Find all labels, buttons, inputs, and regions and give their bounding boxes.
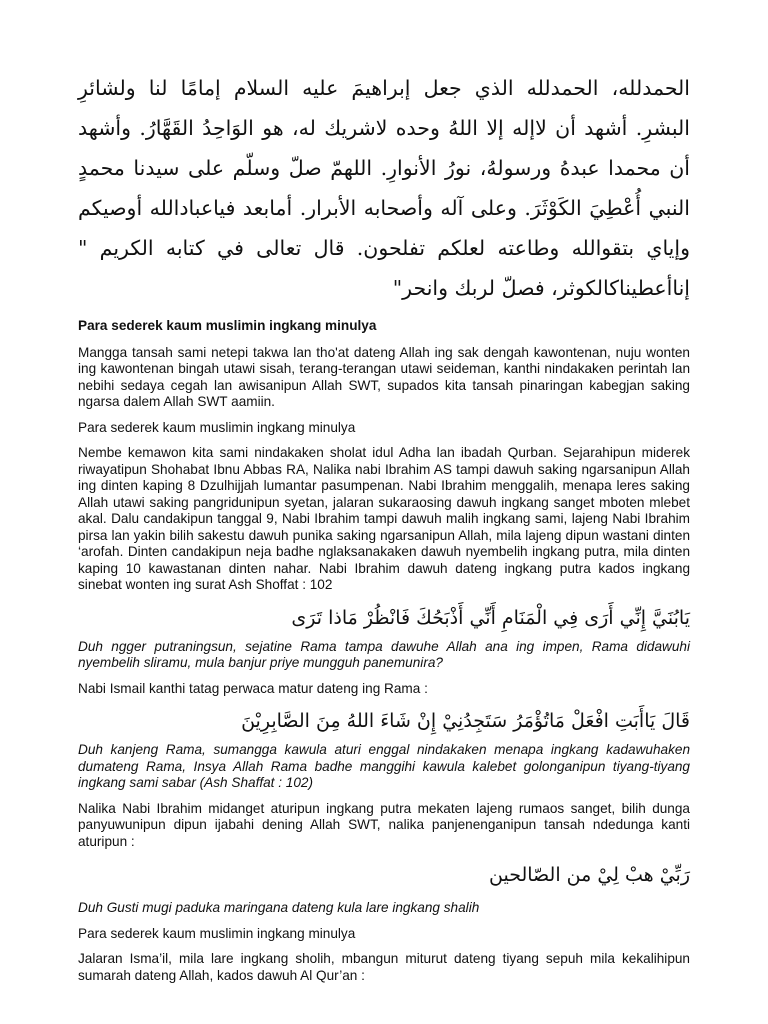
address-line: Para sederek kaum muslimin ingkang minulya	[78, 419, 356, 435]
paragraph-prayer-answered: Nalika Nabi Ibrahim midanget aturipun ingkang putra mekaten lajeng rumaos sanget, bilih dunga panyuwunipun dipun ijabahi dening Allah SWT, nalika panjenenganipun tansah ndedunga kanti aturipun :	[78, 800, 690, 849]
arabic-opening-prayer: الحمدلله، الحمدلله الذي جعل إبراهيمَ عليه السلام إمامًا لنا ولشائرِ البشرِ. أشهد أن لاإله إلا اللهُ وحده لاشريك له، هو الوَاحِدُ القَهَّارُ. وأشهد أن محمدا عبدهُ ورسولهُ، نورُ الأنوارِ. اللهمّ صلّ وسلّم على سيدنا محمدٍ النبي أُعْطِيَ الكَوْثَرَ. وعلى آله وأصحابه الأبرار. أمابعد فياعبادالله أوصيكم وإياي بتقوالله وطاعته لعلكم تفلحون. قال تعالى في كتابه الكريم " إناأعطيناكالكوثر، فصلّ لربك وانحر"	[78, 76, 690, 300]
arabic-verse-dream: يَابُنَيَّ إِنِّي أَرَى فِي الْمَنَامِ أَنِّي أَذْبَحُكَ فَانْظُرْ مَاذا تَرَى	[291, 606, 690, 629]
section-heading: Para sederek kaum muslimin ingkang minulya	[78, 318, 377, 333]
translation-reply: Duh kanjeng Rama, sumangga kawula aturi enggal nindakaken menapa ingkang kadawuhaken dumateng Rama, Insya Allah Rama badhe manggihi kawula kalebet golonganipun tiyang-tiyang ingkang sami sabar (Ash Shaffat : 102)	[78, 742, 690, 790]
paragraph-ismail-obedience: Jalaran Isma’il, mila lare ingkang sholih, mbangun miturut dateng tiyang sepuh mila kekalihipun sumarah dateng Allah, kados dawuh Al Qur’an :	[78, 951, 690, 983]
paragraph-ismail-reply-intro: Nabi Ismail kanthi tatag perwaca matur dateng ing Rama :	[78, 680, 428, 696]
translation-prayer: Duh Gusti mugi paduka maringana dateng kula lare ingkang shalih	[78, 900, 480, 915]
paragraph-history: Nembe kemawon kita sami nindakaken sholat idul Adha lan ibadah Qurban. Sejarahipun miderek riwayatipun Shohabat Ibnu Abbas RA, Nalika nabi Ibrahim AS tampi dawuh saking ngarsanipun Allah ing dinten kaping 8 Dzulhijjah lumantar pasumpenan. Nabi Ibrahim menggalih, menapa leres saking Allah utawi saking pangridunipun syetan, jalaran sukaraosing dawuh ingkang sanget mboten mlebet akal. Dalu candakipun tanggal 9, Nabi Ibrahim tampi dawuh malih ingkang sami, lajeng Nabi Ibrahim pirsa lan yakin bilih sakestu dawuh punika saking ngarsanipun Allah, mila lajeng dipun wastani dinten ‘arofah. Dinten candakipun neja badhe nglaksanakaken dawuh nyembelih ingkang putra, mila dinten kaping 10 kawastanan dinten nahar. Nabi Ibrahim dawuh dateng ingkang putra kados ingkang sinebat wonten ing surat Ash Shoffat : 102	[78, 445, 690, 592]
arabic-verse-reply: قَالَ يَاأَبَتِ افْعَلْ مَاتُؤْمَرُ سَتَجِدُنِيْ إِنْ شَاءَ اللهُ مِنَ الصَّابِرِيْنَ	[241, 710, 690, 732]
paragraph-takwa: Mangga tansah sami netepi takwa lan tho'at dateng Allah ing sak dengah kawontenan, nuju wonten ing kawontenan bingah utawi sisah, terang-terangan utawi seideman, kanthi nindakaken perintah lan nebihi sedaya cegah lan awisanipun Allah SWT, supados kita tansah pinaringan kabegjan saking ngarsa dalem Allah SWT aamiin.	[78, 344, 690, 409]
address-line: Para sederek kaum muslimin ingkang minulya	[78, 925, 356, 941]
arabic-verse-prayer: رَبِّيْ هبْ لِيْ من الصّالحين	[489, 864, 690, 886]
translation-dream: Duh ngger putraningsun, sejatine Rama tampa dawuhe Allah ana ing impen, Rama didawuhi nyembelih sliramu, mula banjur priye mungguh panemunira?	[78, 638, 690, 670]
